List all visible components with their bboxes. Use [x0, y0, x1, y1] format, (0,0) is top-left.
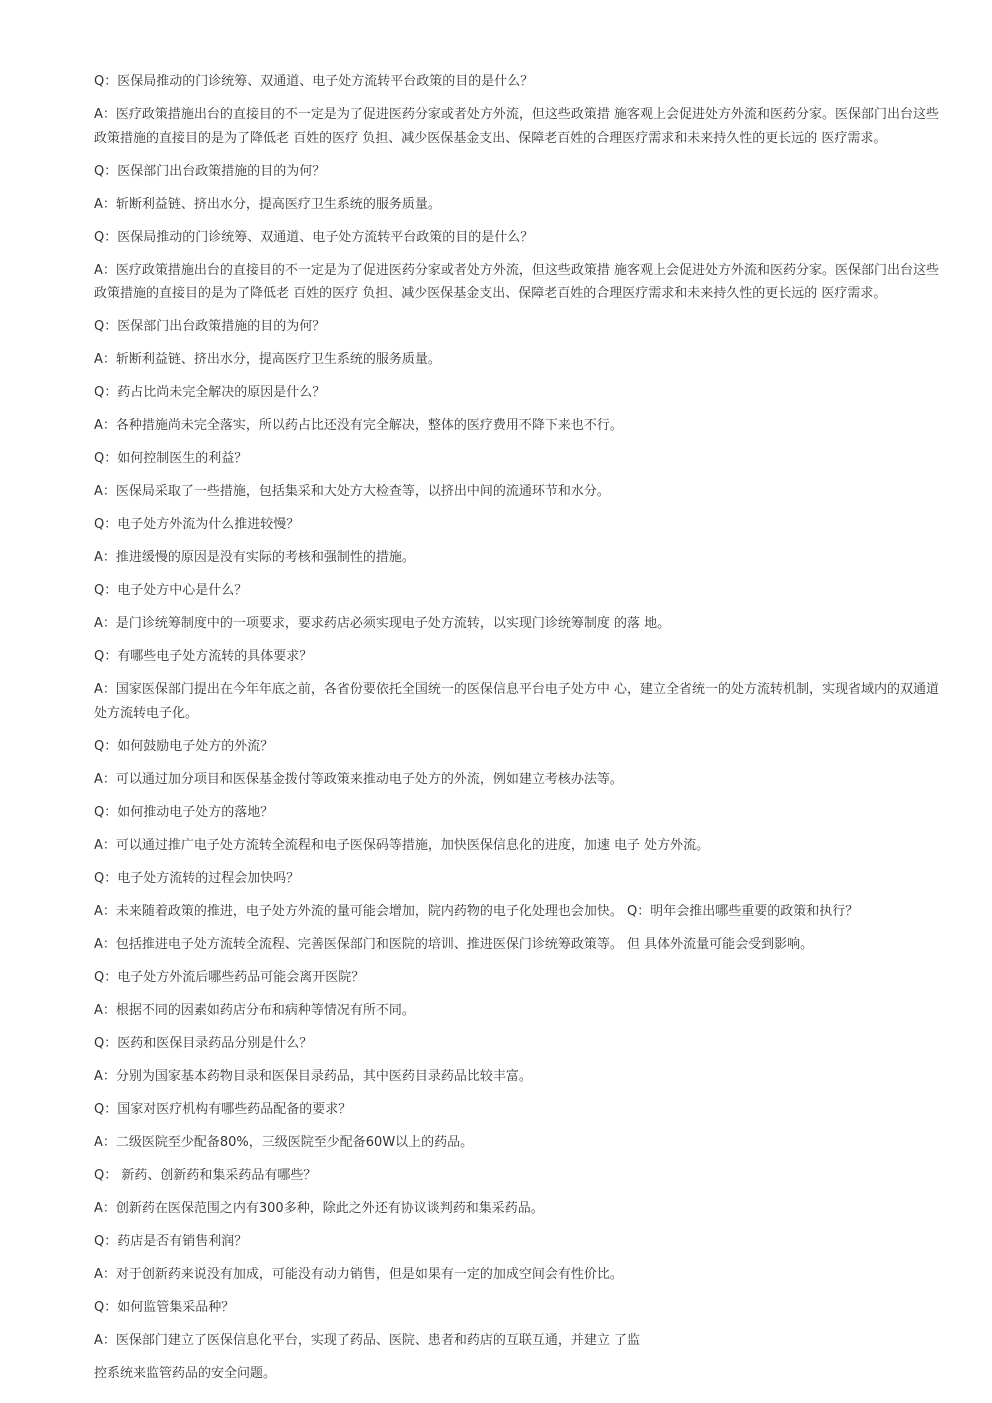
question-text: Q：有哪些电子处方流转的具体要求？ [94, 649, 313, 664]
answer-text: A：医疗政策措施出台的直接目的不一定是为了促进医药分家或者处方外流，但这些政策措 施客观上会促进处方外流和医药分家。医保部门出台这些政策措施的直接目的是为了降低老 百姓的医疗 负担、减少医保基金支出、保障老百姓的合理医疗需求和未来持久性的更长远的 医疗需求。 [94, 107, 940, 146]
question-text: Q：如何推动电子处方的落地？ [94, 804, 274, 820]
question-text: Q：药店是否有销售利润？ [94, 1233, 248, 1249]
question-text: Q：电子处方流转的过程会加快吗？ [94, 870, 300, 886]
question-text: Q：医保部门出台政策措施的目的为何？ [94, 163, 326, 179]
question-text: Q：国家对医疗机构有哪些药品配备的要求？ [94, 1101, 352, 1117]
question-text: Q：医保局推动的门诊统筹、双通道、电子处方流转平台政策的目的是什么？ [94, 229, 534, 245]
answer-text: A：对于创新药来说没有加成，可能没有动力销售，但是如果有一定的加成空间会有性价比。 [94, 1266, 623, 1282]
answer-text: A：包括推进电子处方流转全流程、完善医保部门和医院的培训、推进医保门诊统筹政策等。 但 具体外流量可能会受到影响。 [94, 936, 814, 952]
answer-text: A：分别为国家基本药物目录和医保目录药品，其中医药目录药品比较丰富。 [94, 1068, 532, 1084]
question-text: Q：电子处方外流为什么推进较慢？ [94, 517, 300, 532]
answer-text: A：根据不同的因素如药店分布和病种等情况有所不同。 [94, 1002, 415, 1018]
answer-text: A：医疗政策措施出台的直接目的不一定是为了促进医药分家或者处方外流，但这些政策措 施客观上会促进处方外流和医药分家。医保部门出台这些政策措施的直接目的是为了降低老 百姓的医疗 负担、减少医保基金支出、保障老百姓的合理医疗需求和未来持久性的更长远的 医疗需求。 [94, 262, 940, 301]
answer-text: A：推进缓慢的原因是没有实际的考核和强制性的措施。 [94, 550, 415, 565]
answer-text: A：可以通过推广电子处方流转全流程和电子医保码等措施，加快医保信息化的进度，加速 电子 处方外流。 [94, 837, 710, 853]
answer-text: A：二级医院至少配备80%，三级医院至少配备60W以上的药品。 [94, 1134, 474, 1150]
answer-text: A：可以通过加分项目和医保基金拨付等政策来推动电子处方的外流，例如建立考核办法等。 [94, 771, 623, 787]
question-text: Q：如何鼓励电子处方的外流？ [94, 738, 274, 754]
question-text: Q：医药和医保目录药品分别是什么？ [94, 1035, 313, 1051]
question-text: Q：电子处方外流后哪些药品可能会离开医院？ [94, 969, 365, 985]
document-body [94, 70, 944, 1395]
answer-text: A：斩断利益链、挤出水分，提高医疗卫生系统的服务质量。 [94, 196, 441, 212]
answer-text: A：斩断利益链、挤出水分，提高医疗卫生系统的服务质量。 [94, 352, 441, 367]
question-text: Q：医保局推动的门诊统筹、双通道、电子处方流转平台政策的目的是什么？ [94, 74, 534, 89]
question-text: Q：如何监管集采品种？ [94, 1299, 235, 1315]
answer-text: A：未来随着政策的推进，电子处方外流的量可能会增加，院内药物的电子化处理也会加快。 Q：明年会推出哪些重要的政策和执行？ [94, 903, 859, 919]
answer-text: A：国家医保部门提出在今年年底之前，各省份要依托全国统一的医保信息平台电子处方中 心，建立全省统一的处方流转机制，实现省域内的双通道处方流转电子化。 [94, 682, 940, 721]
answer-continuation-text: 控系统来监管药品的安全问题。 [94, 1366, 277, 1381]
answer-text: A：创新药在医保范围之内有300多种，除此之外还有协议谈判药和集采药品。 [94, 1200, 544, 1216]
question-text: Q：医保部门出台政策措施的目的为何？ [94, 319, 326, 334]
question-text: Q：如何控制医生的利益？ [94, 451, 248, 466]
answer-text: A：各种措施尚未完全落实，所以药占比还没有完全解决，整体的医疗费用不降下来也不行。 [94, 418, 623, 433]
answer-text: A：医保局采取了一些措施，包括集采和大处方大检查等，以挤出中间的流通环节和水分。 [94, 484, 610, 499]
question-text: Q：药占比尚未完全解决的原因是什么？ [94, 385, 326, 400]
question-text: Q：电子处方中心是什么？ [94, 583, 248, 598]
answer-text: A：医保部门建立了医保信息化平台，实现了药品、医院、患者和药店的互联互通，并建立 了监 [94, 1332, 641, 1348]
question-text: Q： 新药、创新药和集采药品有哪些？ [94, 1167, 317, 1183]
answer-text: A：是门诊统筹制度中的一项要求，要求药店必须实现电子处方流转，以实现门诊统筹制度 的落 地。 [94, 616, 671, 631]
